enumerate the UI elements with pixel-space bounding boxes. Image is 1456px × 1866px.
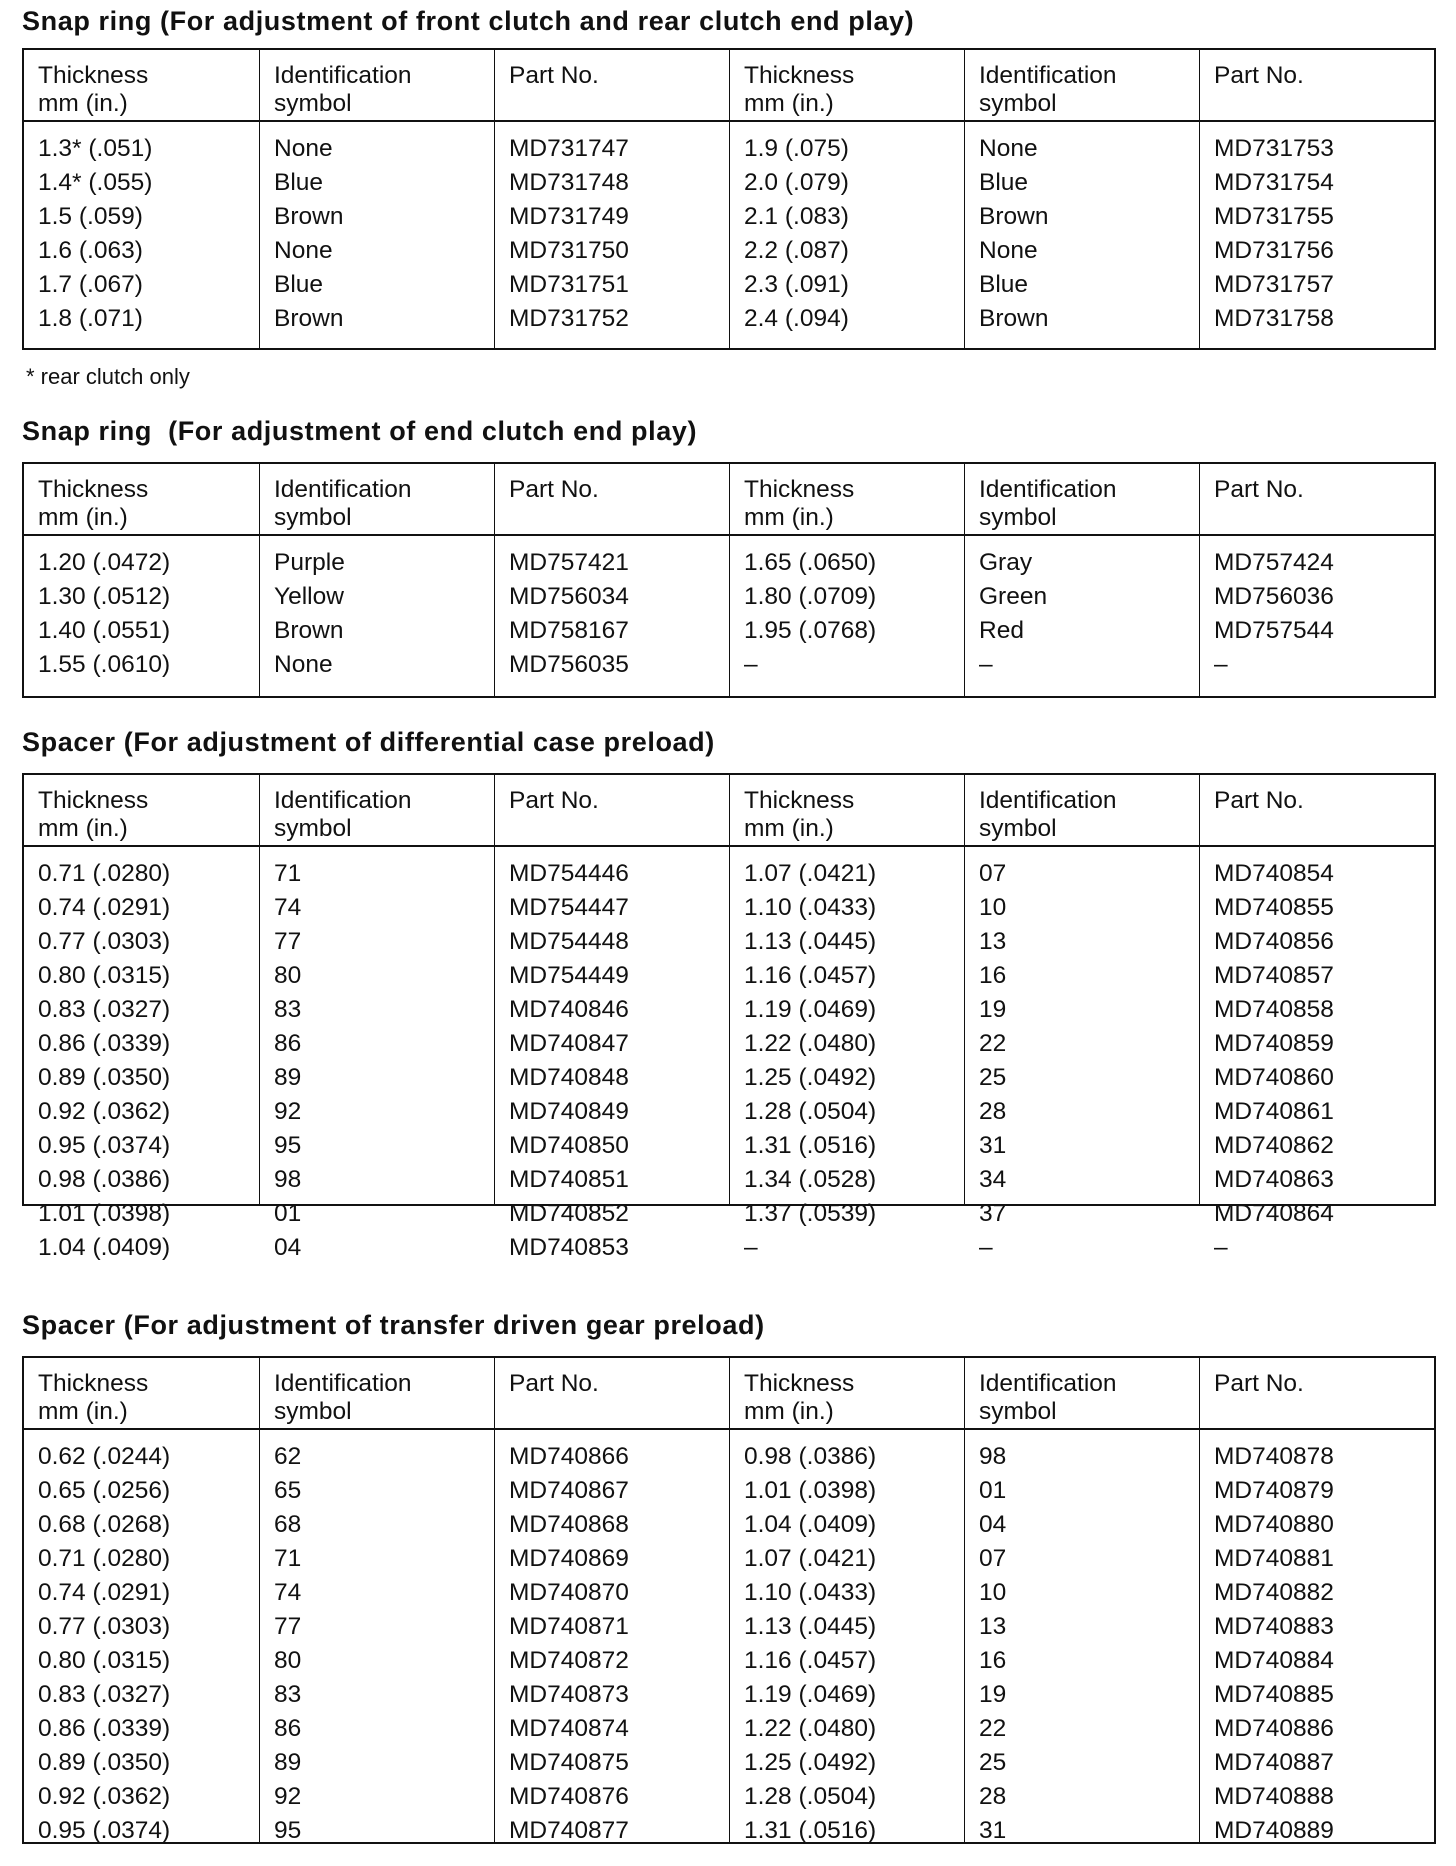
table-cell: 22 [979,1715,1007,1742]
table-cell: 07 [979,1545,1007,1572]
table-cell: – [1214,651,1228,678]
table-body [24,536,1434,696]
table-cell: 98 [979,1443,1007,1470]
table-cell: 0.92 (.0362) [38,1098,171,1125]
table-cell: 95 [274,1817,302,1844]
table-body [24,1430,1434,1842]
table-cell: 1.9 (.075) [744,135,849,162]
table-cell: 65 [274,1477,302,1504]
table-cell: MD731755 [1214,203,1334,230]
table-cell: MD740881 [1214,1545,1334,1572]
table-cell: 1.16 (.0457) [744,1647,877,1674]
table-cell: MD740883 [1214,1613,1334,1640]
table-cell: 1.34 (.0528) [744,1166,877,1193]
table-cell: 2.2 (.087) [744,237,849,264]
column-thickness [24,122,259,348]
column-header-thickness: Thickness mm (in.) [38,62,149,117]
table-cell: 1.4* (.055) [38,169,153,196]
table-cell: MD754447 [509,894,629,921]
table-cell: MD740864 [1214,1200,1334,1227]
table-cell: 1.10 (.0433) [744,894,877,921]
table-cell: 0.86 (.0339) [38,1030,171,1057]
table-cell: 77 [274,928,302,955]
column-header-part: Part No. [494,1358,729,1428]
table-header [24,1358,1434,1430]
table-cell: MD756036 [1214,583,1334,610]
table-cell: MD740872 [509,1647,629,1674]
table-cell: 1.55 (.0610) [38,651,171,678]
table-cell: 1.31 (.0516) [744,1132,877,1159]
table-cell: MD731751 [509,271,629,298]
table-cell: 1.10 (.0433) [744,1579,877,1606]
table-cell: MD740852 [509,1200,629,1227]
table-header [24,50,1434,122]
table-cell: 92 [274,1783,302,1810]
table-cell: 0.74 (.0291) [38,894,171,921]
column-header-thickness: Thickness mm (in.) [729,50,964,120]
table-cell: MD740867 [509,1477,629,1504]
table-cell: 0.74 (.0291) [38,1579,171,1606]
table-cell: MD740880 [1214,1511,1334,1538]
table-cell: 28 [979,1098,1007,1125]
table-cell: MD740871 [509,1613,629,1640]
table-cell: 0.68 (.0268) [38,1511,171,1538]
table-cell: MD740857 [1214,962,1334,989]
table-cell: MD740879 [1214,1477,1334,1504]
parts-table [22,1356,1436,1844]
table-cell: 1.25 (.0492) [744,1064,877,1091]
table-cell: MD731747 [509,135,629,162]
table-cell: MD756035 [509,651,629,678]
table-cell: 0.65 (.0256) [38,1477,171,1504]
table-cell: MD756034 [509,583,629,610]
column-symbol [259,847,494,1261]
table-cell: 0.80 (.0315) [38,962,171,989]
table-cell: 13 [979,1613,1007,1640]
table-cell: Purple [274,549,345,576]
table-cell: MD740847 [509,1030,629,1057]
column-symbol [259,536,494,696]
table-cell: 1.07 (.0421) [744,1545,877,1572]
column-header-thickness: Thickness mm (in.) [729,775,964,845]
table-cell: MD757424 [1214,549,1334,576]
table-cell: MD740873 [509,1681,629,1708]
column-header-symbol: Identification symbol [259,1358,494,1428]
table-cell: MD740863 [1214,1166,1334,1193]
table-cell: 83 [274,1681,302,1708]
table-cell: 1.31 (.0516) [744,1817,877,1844]
table-cell: 0.62 (.0244) [38,1443,171,1470]
column-symbol [964,1430,1199,1842]
table-cell: MD757544 [1214,617,1334,644]
table-cell: – [744,651,758,678]
table-cell: 22 [979,1030,1007,1057]
table-cell: MD740889 [1214,1817,1334,1844]
table-cell: 0.98 (.0386) [38,1166,171,1193]
column-thickness [729,847,964,1261]
table-cell: MD740877 [509,1817,629,1844]
table-cell: 2.3 (.091) [744,271,849,298]
table-cell: – [1214,1234,1228,1261]
table-cell: 74 [274,894,302,921]
table-cell: MD740854 [1214,860,1334,887]
section-3 [22,727,1436,1261]
table-cell: MD740850 [509,1132,629,1159]
table-cell: Blue [979,271,1029,298]
table-cell: – [979,651,993,678]
table-cell: MD740851 [509,1166,629,1193]
table-cell: MD740858 [1214,996,1334,1023]
table-cell: 0.95 (.0374) [38,1817,171,1844]
table-cell: Brown [274,617,344,644]
table-cell: 77 [274,1613,302,1640]
table-cell: Blue [274,271,324,298]
column-thickness [24,536,259,696]
table-cell: 1.01 (.0398) [744,1477,877,1504]
section-title: Snap ring (For adjustment of end clutch end play) [22,416,698,446]
table-cell: 0.71 (.0280) [38,860,171,887]
table-cell: MD731752 [509,305,629,332]
table-cell: 1.13 (.0445) [744,928,877,955]
column-header-symbol: Identification symbol [964,50,1199,120]
column-thickness [729,536,964,696]
table-cell: Brown [274,305,344,332]
table-cell: MD731750 [509,237,629,264]
table-cell: 1.16 (.0457) [744,962,877,989]
table-cell: MD731754 [1214,169,1334,196]
column-symbol [259,1430,494,1842]
table-cell: 1.80 (.0709) [744,583,877,610]
table-cell: 86 [274,1030,302,1057]
table-cell: MD740862 [1214,1132,1334,1159]
parts-table [22,773,1436,1261]
table-cell: None [274,135,333,162]
column-part [494,122,729,348]
column-header-symbol: Identification symbol [964,1358,1199,1428]
table-cell: 89 [274,1749,302,1776]
table-cell: 71 [274,860,302,887]
column-header-thickness: Thickness mm (in.) [38,476,149,531]
table-cell: 01 [274,1200,302,1227]
column-thickness [729,1430,964,1842]
table-cell: 68 [274,1511,302,1538]
table-cell: 92 [274,1098,302,1125]
section-title: Spacer (For adjustment of differential case preload) [22,727,715,757]
column-header-symbol: Identification symbol [964,775,1199,845]
table-cell: – [744,1234,758,1261]
table-cell: MD740869 [509,1545,629,1572]
table-cell: MD740874 [509,1715,629,1742]
table-cell: MD740884 [1214,1647,1334,1674]
table-cell: MD740848 [509,1064,629,1091]
table-header [24,775,1434,847]
table-cell: 0.95 (.0374) [38,1132,171,1159]
table-cell: 31 [979,1817,1007,1844]
table-cell: MD731748 [509,169,629,196]
table-cell: 37 [979,1200,1007,1227]
table-body [24,122,1434,348]
table-cell: 62 [274,1443,302,1470]
table-cell: 25 [979,1064,1007,1091]
column-thickness [729,122,964,348]
column-symbol [964,122,1199,348]
table-cell: MD740870 [509,1579,629,1606]
table-cell: 1.13 (.0445) [744,1613,877,1640]
section-1 [22,6,1436,389]
column-part [494,1430,729,1842]
table-header [24,464,1434,536]
column-header-part: Part No. [1199,1358,1434,1428]
table-cell: 10 [979,894,1007,921]
table-cell: MD731749 [509,203,629,230]
table-cell: 0.92 (.0362) [38,1783,171,1810]
table-cell: 10 [979,1579,1007,1606]
table-cell: Blue [274,169,324,196]
table-cell: MD754446 [509,860,629,887]
table-cell: 0.83 (.0327) [38,1681,171,1708]
table-cell: 07 [979,860,1007,887]
table-cell: 98 [274,1166,302,1193]
column-part [1199,847,1434,1261]
table-cell: 01 [979,1477,1007,1504]
table-cell: – [979,1234,993,1261]
table-cell: MD740876 [509,1783,629,1810]
section-2 [22,416,1436,678]
column-symbol [964,536,1199,696]
table-cell: MD740888 [1214,1783,1334,1810]
table-cell: MD740875 [509,1749,629,1776]
table-cell: MD754448 [509,928,629,955]
table-cell: MD740886 [1214,1715,1334,1742]
table-cell: Brown [274,203,344,230]
table-cell: MD740882 [1214,1579,1334,1606]
column-header-symbol: Identification symbol [259,50,494,120]
table-cell: 83 [274,996,302,1023]
table-cell: MD731757 [1214,271,1334,298]
table-cell: None [979,237,1038,264]
table-cell: 0.77 (.0303) [38,1613,171,1640]
column-thickness [24,1430,259,1842]
parts-table [22,462,1436,698]
table-cell: None [274,651,333,678]
column-header-part: Part No. [494,50,729,120]
column-part [1199,122,1434,348]
table-cell: 1.04 (.0409) [38,1234,171,1261]
table-cell: 1.04 (.0409) [744,1511,877,1538]
table-cell: 1.19 (.0469) [744,996,877,1023]
table-cell: MD731756 [1214,237,1334,264]
table-cell: 1.01 (.0398) [38,1200,171,1227]
table-cell: 1.3* (.051) [38,135,153,162]
table-cell: 2.1 (.083) [744,203,849,230]
table-cell: None [979,135,1038,162]
table-cell: MD740859 [1214,1030,1334,1057]
table-cell: 04 [979,1511,1007,1538]
section-title: Snap ring (For adjustment of front clutch and rear clutch end play) [22,6,915,36]
table-cell: 0.80 (.0315) [38,1647,171,1674]
column-header-thickness: Thickness mm (in.) [729,1358,964,1428]
table-cell: MD731758 [1214,305,1334,332]
table-cell: 1.5 (.059) [38,203,143,230]
table-cell: 16 [979,1647,1007,1674]
table-cell: 1.28 (.0504) [744,1783,877,1810]
column-header-thickness: Thickness mm (in.) [38,787,149,842]
column-header-symbol: Identification symbol [964,464,1199,534]
column-header-part: Part No. [1199,50,1434,120]
table-cell: Red [979,617,1024,644]
table-cell: 74 [274,1579,302,1606]
table-cell: MD758167 [509,617,629,644]
table-cell: Blue [979,169,1029,196]
footnote: * rear clutch only [26,364,190,389]
table-cell: 1.25 (.0492) [744,1749,877,1776]
table-cell: 16 [979,962,1007,989]
column-header-thickness: Thickness mm (in.) [38,1370,149,1425]
column-header-symbol: Identification symbol [259,464,494,534]
section-4 [22,1310,1436,1844]
table-cell: 1.20 (.0472) [38,549,171,576]
table-cell: 2.4 (.094) [744,305,849,332]
table-cell: 25 [979,1749,1007,1776]
table-cell: MD754449 [509,962,629,989]
table-cell: MD740878 [1214,1443,1334,1470]
table-cell: 0.83 (.0327) [38,996,171,1023]
table-cell: 1.95 (.0768) [744,617,877,644]
table-cell: 34 [979,1166,1007,1193]
table-cell: 31 [979,1132,1007,1159]
table-cell: 80 [274,962,302,989]
table-cell: MD740868 [509,1511,629,1538]
table-cell: 71 [274,1545,302,1572]
table-cell: 0.86 (.0339) [38,1715,171,1742]
table-cell: 0.77 (.0303) [38,928,171,955]
column-header-part: Part No. [494,464,729,534]
table-cell: MD740885 [1214,1681,1334,1708]
table-cell: 80 [274,1647,302,1674]
column-header-part: Part No. [1199,775,1434,845]
table-cell: 1.22 (.0480) [744,1030,877,1057]
table-cell: MD740846 [509,996,629,1023]
column-part [494,847,729,1261]
table-cell: Brown [979,203,1049,230]
table-cell: 1.8 (.071) [38,305,143,332]
table-cell: 89 [274,1064,302,1091]
table-cell: None [274,237,333,264]
parts-table [22,48,1436,350]
table-cell: MD740856 [1214,928,1334,955]
table-cell: 0.89 (.0350) [38,1749,171,1776]
table-cell: 19 [979,996,1007,1023]
column-symbol [259,122,494,348]
table-cell: MD731753 [1214,135,1334,162]
table-cell: 1.7 (.067) [38,271,143,298]
table-cell: 1.30 (.0512) [38,583,171,610]
table-cell: 1.65 (.0650) [744,549,877,576]
table-cell: 1.40 (.0551) [38,617,171,644]
table-cell: 0.98 (.0386) [744,1443,877,1470]
table-cell: 19 [979,1681,1007,1708]
table-cell: Green [979,583,1048,610]
table-cell: 28 [979,1783,1007,1810]
table-body [24,847,1434,1261]
table-cell: 1.19 (.0469) [744,1681,877,1708]
table-cell: 2.0 (.079) [744,169,849,196]
table-cell: 1.6 (.063) [38,237,143,264]
column-part [1199,1430,1434,1842]
table-cell: MD740860 [1214,1064,1334,1091]
column-header-part: Part No. [1199,464,1434,534]
table-cell: 0.89 (.0350) [38,1064,171,1091]
column-part [1199,536,1434,696]
column-thickness [24,847,259,1261]
table-cell: 1.07 (.0421) [744,860,877,887]
table-cell: MD740855 [1214,894,1334,921]
table-cell: 04 [274,1234,302,1261]
table-cell: 0.71 (.0280) [38,1545,171,1572]
table-cell: Gray [979,549,1033,576]
table-cell: 1.37 (.0539) [744,1200,877,1227]
table-cell: MD740887 [1214,1749,1334,1776]
table-cell: 13 [979,928,1007,955]
table-cell: 1.28 (.0504) [744,1098,877,1125]
table-cell: MD757421 [509,549,629,576]
section-title: Spacer (For adjustment of transfer driven gear preload) [22,1310,765,1340]
table-cell: Yellow [274,583,344,610]
table-cell: 95 [274,1132,302,1159]
column-part [494,536,729,696]
table-cell: Brown [979,305,1049,332]
column-header-part: Part No. [494,775,729,845]
column-header-thickness: Thickness mm (in.) [729,464,964,534]
table-cell: MD740853 [509,1234,629,1261]
table-cell: MD740861 [1214,1098,1334,1125]
column-symbol [964,847,1199,1261]
table-cell: MD740849 [509,1098,629,1125]
table-cell: 86 [274,1715,302,1742]
table-cell: MD740866 [509,1443,629,1470]
table-cell: 1.22 (.0480) [744,1715,877,1742]
column-header-symbol: Identification symbol [259,775,494,845]
